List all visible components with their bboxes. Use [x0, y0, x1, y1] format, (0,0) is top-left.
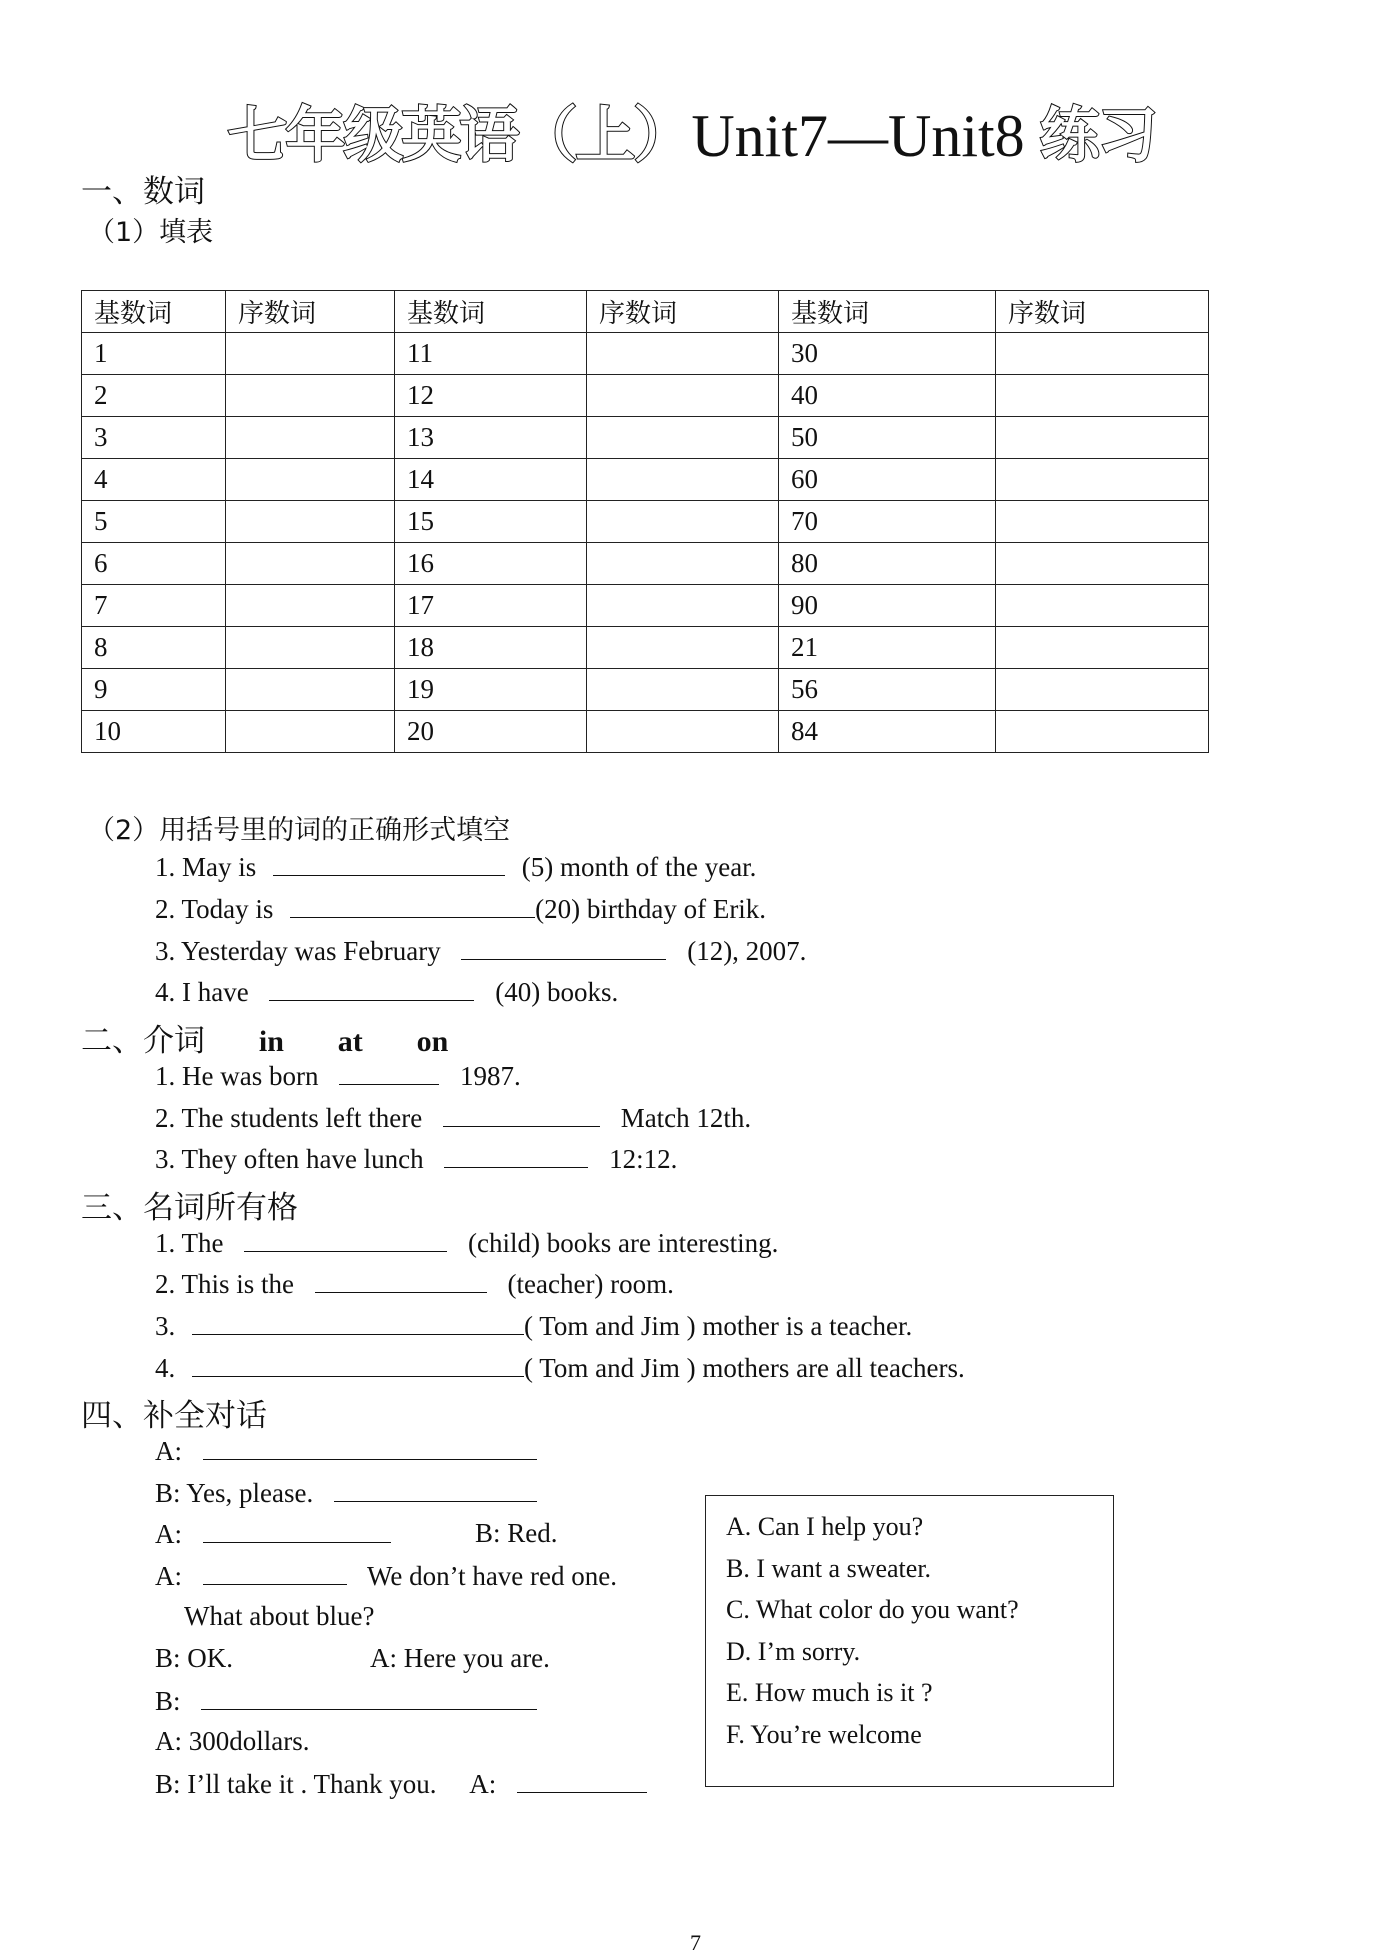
answer-cell[interactable] [226, 501, 395, 543]
table-cell: 84 [779, 711, 996, 753]
question-2-1 [155, 1060, 521, 1092]
question-2-3 [155, 1143, 677, 1175]
answer-blank[interactable] [203, 1560, 347, 1585]
dialog-line-9 [155, 1768, 647, 1800]
answer-blank[interactable] [339, 1060, 439, 1085]
answer-cell[interactable] [996, 459, 1209, 501]
dialog-text: B: Yes, please. [155, 1478, 314, 1508]
speaker-label: A: [155, 1561, 182, 1591]
table-cell: 30 [779, 333, 996, 375]
section2-heading [81, 1015, 448, 1060]
answer-blank[interactable] [290, 893, 535, 918]
table-header: 序数词 [587, 291, 779, 333]
answer-cell[interactable] [587, 417, 779, 459]
question-3-1 [155, 1227, 778, 1259]
table-cell: 5 [82, 501, 226, 543]
answer-cell[interactable] [996, 417, 1209, 459]
answer-cell[interactable] [587, 333, 779, 375]
answer-blank[interactable] [203, 1435, 537, 1460]
answer-cell[interactable] [226, 627, 395, 669]
table-cell: 7 [82, 585, 226, 627]
option-e: E. How much is it ? [726, 1678, 933, 1707]
table-cell: 16 [395, 543, 587, 585]
table-cell: 15 [395, 501, 587, 543]
answer-blank[interactable] [192, 1310, 524, 1335]
question-text: (40) books. [495, 977, 619, 1007]
question-text: (teacher) room. [507, 1269, 674, 1299]
table-cell: 11 [395, 333, 587, 375]
table-row [82, 459, 1209, 501]
answer-blank[interactable] [203, 1518, 391, 1543]
answer-blank[interactable] [461, 935, 666, 960]
table-header: 基数词 [779, 291, 996, 333]
answer-cell[interactable] [226, 711, 395, 753]
question-text: 3. [155, 1311, 176, 1341]
answer-cell[interactable] [587, 711, 779, 753]
table-row [82, 543, 1209, 585]
question-text: 4. [155, 1353, 176, 1383]
dialog-line-2 [155, 1477, 537, 1509]
speaker-label: B: [155, 1686, 181, 1716]
question-text: (20) birthday of Erik. [535, 894, 767, 924]
table-cell: 4 [82, 459, 226, 501]
question-text: 3. Yesterday was February [155, 936, 441, 966]
speaker-label: A: [155, 1436, 182, 1466]
answer-cell[interactable] [587, 543, 779, 585]
dialog-line-6a: B: OK. [155, 1643, 234, 1673]
table-row [82, 627, 1209, 669]
question-1-4 [155, 976, 618, 1008]
option-c: C. What color do you want? [726, 1595, 1019, 1624]
answer-cell[interactable] [996, 501, 1209, 543]
table-row [82, 501, 1209, 543]
table-row [82, 333, 1209, 375]
answer-blank[interactable] [244, 1227, 447, 1252]
question-text: ( Tom and Jim ) mothers are all teachers. [524, 1353, 965, 1383]
dialog-text: B: Red. [475, 1518, 558, 1548]
question-text: 4. I have [155, 977, 249, 1007]
title-cn-part1: 七年级英语（上） [227, 101, 692, 171]
section1-part1-label: （1）填表 [88, 217, 214, 248]
title-en-part: Unit7—Unit8 [691, 103, 1025, 169]
answer-cell[interactable] [587, 459, 779, 501]
answer-cell[interactable] [226, 333, 395, 375]
speaker-label: A: [469, 1769, 497, 1799]
table-row [82, 711, 1209, 753]
answer-cell[interactable] [226, 375, 395, 417]
table-cell: 14 [395, 459, 587, 501]
answer-blank[interactable] [517, 1768, 647, 1793]
answer-cell[interactable] [587, 501, 779, 543]
question-text: 1. May is [155, 852, 257, 882]
question-text: ( Tom and Jim ) mother is a teacher. [524, 1311, 913, 1341]
preposition-word: at [337, 1025, 363, 1058]
option-b: B. I want a sweater. [726, 1554, 932, 1583]
dialog-line-4 [155, 1560, 617, 1592]
answer-cell[interactable] [226, 585, 395, 627]
preposition-word: in [258, 1025, 284, 1058]
table-row [82, 585, 1209, 627]
table-cell: 13 [395, 417, 587, 459]
answer-cell[interactable] [996, 627, 1209, 669]
answer-cell[interactable] [587, 627, 779, 669]
section4-heading: 四、补全对话 [81, 1398, 267, 1434]
dialog-text: B: I’ll take it . Thank you. [155, 1769, 437, 1799]
speaker-label: A: [155, 1519, 182, 1549]
table-cell: 6 [82, 543, 226, 585]
table-cell: 18 [395, 627, 587, 669]
section1-part2-label: （2）用括号里的词的正确形式填空 [88, 815, 511, 846]
section1-heading: 一、数词 [81, 174, 205, 210]
table-header: 基数词 [82, 291, 226, 333]
dialog-line-5: What about blue? [184, 1601, 375, 1631]
question-text: 2. This is the [155, 1269, 295, 1299]
table-cell: 80 [779, 543, 996, 585]
answer-cell[interactable] [226, 459, 395, 501]
question-text: (12), 2007. [687, 936, 807, 966]
dialog-text: We don’t have red one. [367, 1561, 618, 1591]
answer-blank[interactable] [444, 1143, 588, 1168]
answer-blank[interactable] [273, 851, 505, 876]
table-cell: 56 [779, 669, 996, 711]
section3-heading: 三、名词所有格 [81, 1190, 298, 1226]
question-3-4 [155, 1352, 965, 1384]
dialog-line-3 [155, 1518, 391, 1550]
dialog-line-6b: A: Here you are. [370, 1643, 550, 1673]
table-cell: 10 [82, 711, 226, 753]
question-text: 1987. [459, 1061, 521, 1091]
question-text: 3. They often have lunch [155, 1144, 424, 1174]
question-1-1 [155, 851, 756, 883]
question-text: 2. Today is [155, 894, 274, 924]
table-cell: 12 [395, 375, 587, 417]
table-header-row [82, 291, 1209, 333]
question-text: 2. The students left there [155, 1103, 423, 1133]
answer-blank[interactable] [192, 1352, 524, 1377]
table-cell: 20 [395, 711, 587, 753]
answer-cell[interactable] [587, 375, 779, 417]
question-text: 1. The [155, 1228, 224, 1258]
table-cell: 70 [779, 501, 996, 543]
table-cell: 3 [82, 417, 226, 459]
question-text: Match 12th. [620, 1103, 752, 1133]
question-text: (5) month of the year. [521, 852, 757, 882]
table-cell: 40 [779, 375, 996, 417]
question-1-2 [155, 893, 766, 925]
answer-cell[interactable] [996, 375, 1209, 417]
answer-cell[interactable] [996, 543, 1209, 585]
answer-cell[interactable] [996, 333, 1209, 375]
answer-cell[interactable] [226, 669, 395, 711]
answer-cell[interactable] [226, 417, 395, 459]
table-row [82, 669, 1209, 711]
table-cell: 8 [82, 627, 226, 669]
answer-cell[interactable] [996, 711, 1209, 753]
question-3-3 [155, 1310, 912, 1342]
table-cell: 50 [779, 417, 996, 459]
question-text: 12:12. [609, 1144, 678, 1174]
question-1-3 [155, 935, 806, 967]
answer-blank[interactable] [269, 976, 474, 1001]
table-row [82, 417, 1209, 459]
question-3-2 [155, 1268, 674, 1300]
answer-cell[interactable] [226, 543, 395, 585]
table-cell: 17 [395, 585, 587, 627]
title-cn-part2: 练习 [1039, 101, 1156, 171]
table-cell: 21 [779, 627, 996, 669]
section2-title: 二、介词 [81, 1023, 205, 1059]
answer-blank[interactable] [315, 1268, 487, 1293]
question-text: 1. He was born [155, 1061, 319, 1091]
option-d: D. I’m sorry. [726, 1637, 861, 1666]
preposition-word: on [416, 1025, 449, 1058]
dialog-line-1 [155, 1435, 537, 1467]
answer-cell[interactable] [587, 585, 779, 627]
answer-blank[interactable] [201, 1685, 537, 1710]
question-text: (child) books are interesting. [468, 1228, 779, 1258]
table-header: 序数词 [996, 291, 1209, 333]
table-header: 序数词 [226, 291, 395, 333]
table-cell: 60 [779, 459, 996, 501]
table-cell: 2 [82, 375, 226, 417]
page-title [0, 88, 1383, 174]
table-row [82, 375, 1209, 417]
options-box [705, 1495, 1114, 1787]
answer-cell[interactable] [587, 669, 779, 711]
option-a: A. Can I help you? [726, 1512, 924, 1541]
answer-cell[interactable] [996, 669, 1209, 711]
answer-blank[interactable] [443, 1102, 600, 1127]
option-f: F. You’re welcome [726, 1720, 922, 1749]
dialog-line-8: A: 300dollars. [155, 1726, 310, 1756]
page-number: 7 [690, 1930, 701, 1955]
answer-blank[interactable] [334, 1477, 537, 1502]
table-cell: 19 [395, 669, 587, 711]
question-2-2 [155, 1102, 751, 1134]
numbers-table [81, 290, 1209, 753]
answer-cell[interactable] [996, 585, 1209, 627]
table-cell: 1 [82, 333, 226, 375]
table-header: 基数词 [395, 291, 587, 333]
table-cell: 9 [82, 669, 226, 711]
table-cell: 90 [779, 585, 996, 627]
dialog-line-7 [155, 1685, 537, 1717]
